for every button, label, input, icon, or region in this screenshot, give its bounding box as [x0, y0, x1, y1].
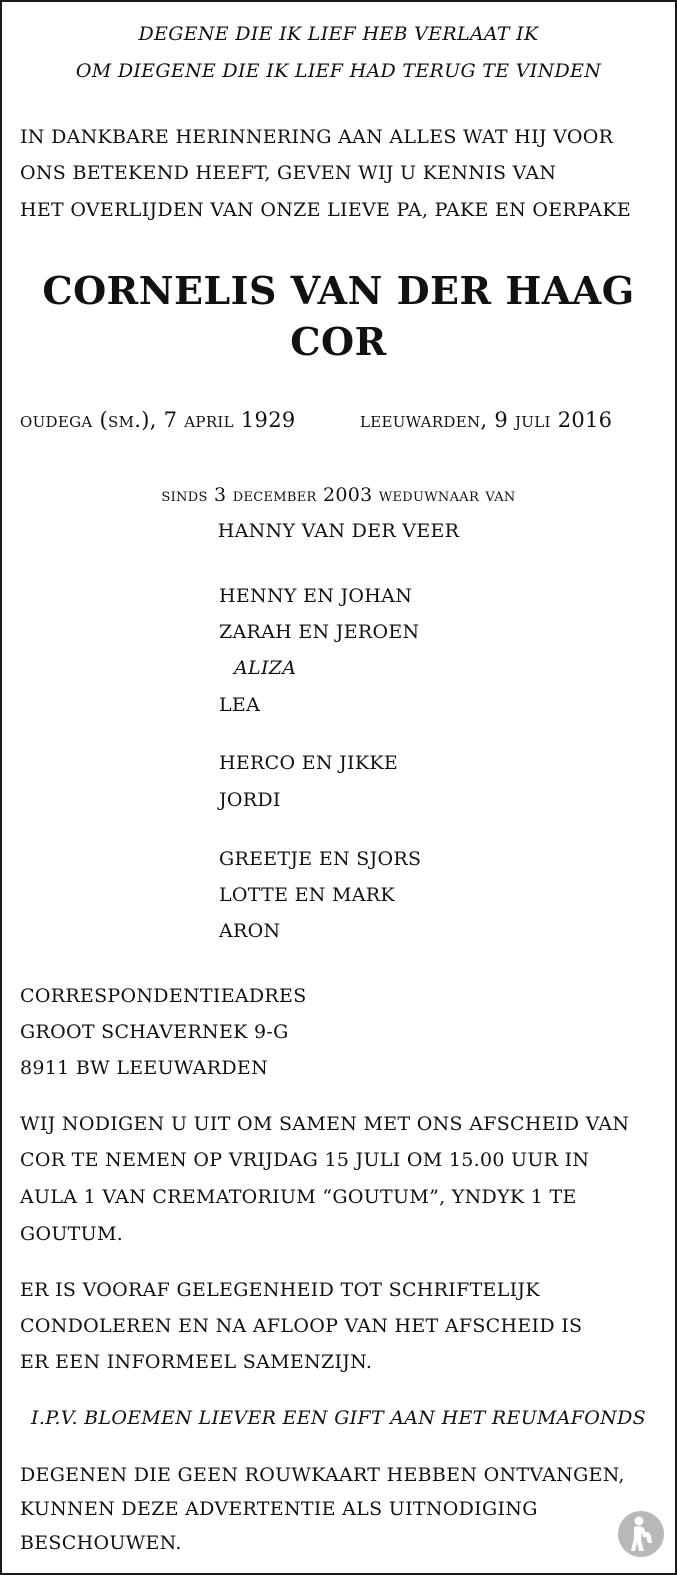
invitation-line-3: AULA 1 VAN CREMATORIUM “GOUTUM”, YNDYK 1 TE — [20, 1186, 577, 1208]
deceased-nickname: COR — [290, 319, 387, 364]
deceased-name: CORNELIS VAN DER HAAG — [42, 268, 635, 313]
closing-line-3: BESCHOUWEN. — [20, 1532, 182, 1554]
motto-line-2: OM DIEGENE DIE IK LIEF HAD TERUG TE VINDEN — [75, 60, 602, 82]
condolence-line-1: ER IS VOORAF GELEGENHEID TOT SCHRIFTELIJK — [20, 1279, 540, 1301]
invitation-line-4: GOUTUM. — [20, 1223, 124, 1245]
flowers-note: I.P.V. BLOEMEN LIEVER EEN GIFT AAN HET REUMAFONDS — [31, 1407, 646, 1429]
family-member: ZARAH EN JEROEN — [219, 621, 420, 643]
family-member: HENNY EN JOHAN — [219, 585, 413, 607]
family-member: JORDI — [219, 789, 281, 811]
birth-info: oudega (sm.), 7 april 1929 — [20, 408, 296, 432]
family-member: GREETJE EN SJORS — [219, 848, 422, 870]
widower-line-1: sinds 3 december 2003 weduwnaar van — [161, 484, 516, 506]
intro-line-2: ONS BETEKEND HEEFT, GEVEN WIJ U KENNIS VAN — [20, 162, 557, 184]
condolence-line-2: CONDOLEREN EN NA AFLOOP VAN HET AFSCHEID IS — [20, 1315, 583, 1337]
address-street: GROOT SCHAVERNEK 9-G — [20, 1021, 289, 1043]
intro-line-3: HET OVERLIJDEN VAN ONZE LIEVE PA, PAKE EN OERPAKE — [20, 199, 632, 221]
closing-line-1: DEGENEN DIE GEEN ROUWKAART HEBBEN ONTVANGEN, — [20, 1464, 625, 1486]
closing-line-2: KUNNEN DEZE ADVERTENTIE ALS UITNODIGING — [20, 1498, 538, 1520]
family-member: ALIZA — [234, 657, 297, 679]
invitation-line-2: COR TE NEMEN OP VRIJDAG 15 JULI OM 15.00 UUR IN — [20, 1149, 590, 1171]
family-member: HERCO EN JIKKE — [219, 752, 399, 774]
invitation-line-1: WIJ NODIGEN U UIT OM SAMEN MET ONS AFSCHEID VAN — [20, 1113, 630, 1135]
motto-line-1: DEGENE DIE IK LIEF HEB VERLAAT IK — [138, 23, 539, 45]
death-info: leeuwarden, 9 juli 2016 — [360, 408, 613, 432]
address-label: CORRESPONDENTIEADRES — [20, 985, 307, 1007]
family-member: LEA — [219, 694, 261, 716]
intro-line-1: IN DANKBARE HERINNERING AAN ALLES WAT HIJ VOOR — [20, 126, 614, 148]
address-city: 8911 BW LEEUWARDEN — [20, 1057, 269, 1079]
memorial-figure-icon — [617, 1510, 665, 1558]
condolence-line-3: ER EEN INFORMEEL SAMENZIJN. — [20, 1351, 373, 1373]
family-member: ARON — [219, 920, 281, 942]
family-member: LOTTE EN MARK — [219, 884, 395, 906]
widower-name: HANNY VAN DER VEER — [217, 520, 460, 542]
